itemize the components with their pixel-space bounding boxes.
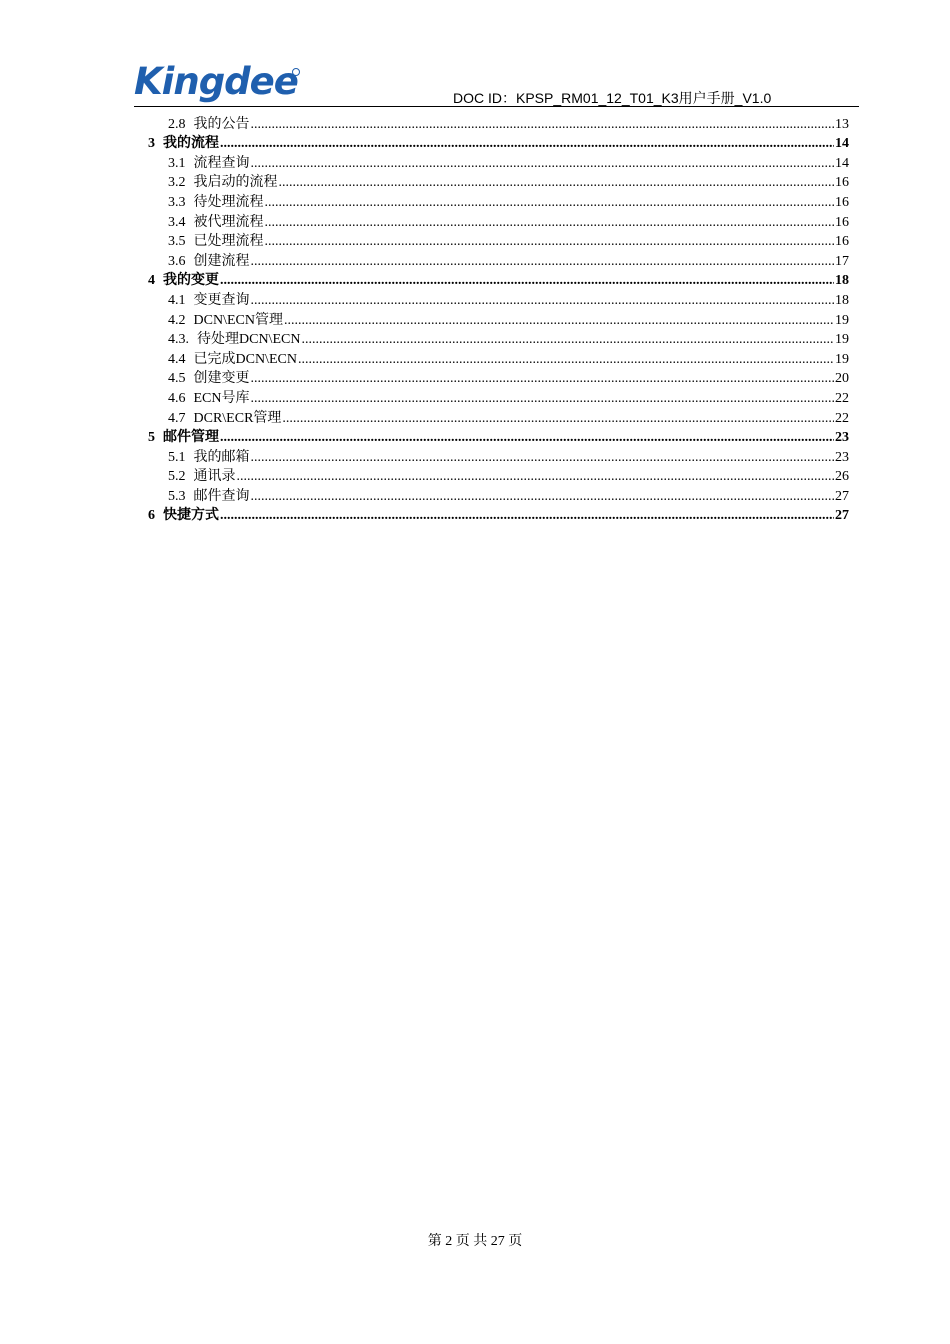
toc-dot-leader bbox=[220, 429, 834, 446]
toc-entry[interactable] bbox=[140, 485, 849, 505]
toc-entry-page: 18 bbox=[835, 292, 849, 308]
toc-entry[interactable] bbox=[140, 172, 849, 192]
toc-entry-title: ECN号库 bbox=[193, 390, 250, 406]
toc-dot-leader bbox=[251, 292, 835, 309]
toc-entry[interactable] bbox=[140, 191, 849, 211]
toc-dot-leader bbox=[251, 116, 835, 133]
toc-dot-leader bbox=[298, 351, 834, 368]
toc-entry-number: 5 bbox=[148, 430, 155, 446]
toc-entry-page: 26 bbox=[835, 469, 849, 485]
toc-entry-title: 创建变更 bbox=[193, 371, 250, 387]
toc-entry[interactable] bbox=[140, 309, 849, 329]
toc-entry-number: 3.2 bbox=[168, 175, 186, 191]
toc-entry-number: 5.1 bbox=[168, 449, 186, 465]
toc-dot-leader bbox=[282, 410, 834, 427]
toc-dot-leader bbox=[251, 390, 835, 407]
toc-entry-title: 邮件管理 bbox=[163, 430, 219, 446]
toc-entry-number: 3.1 bbox=[168, 155, 186, 171]
toc-entry-title: 被代理流程 bbox=[193, 214, 264, 230]
toc-entry-number: 4.5 bbox=[168, 371, 186, 387]
toc-dot-leader bbox=[220, 135, 834, 152]
doc-id-header: DOC ID：KPSP_RM01_12_T01_K3用户手册_V1.0 bbox=[453, 90, 772, 106]
toc-entry-page: 27 bbox=[835, 508, 849, 524]
toc-entry-title: DCN\ECN管理 bbox=[193, 312, 283, 328]
toc-entry-title: 待处理DCN\ECN bbox=[197, 332, 301, 348]
toc-entry-number: 3.3 bbox=[168, 194, 186, 210]
toc-entry-page: 14 bbox=[835, 136, 849, 152]
toc-entry-number: 2.8 bbox=[168, 116, 186, 132]
toc-entry[interactable] bbox=[140, 152, 849, 172]
toc-entry-page: 16 bbox=[835, 175, 849, 191]
toc-entry-number: 4.2 bbox=[168, 312, 186, 328]
toc-entry-number: 3 bbox=[148, 136, 155, 152]
toc-entry-title: 邮件查询 bbox=[193, 488, 250, 504]
toc-entry-number: 4 bbox=[148, 273, 155, 289]
toc-entry-number: 5.2 bbox=[168, 469, 186, 485]
toc-entry-page: 19 bbox=[835, 332, 849, 348]
toc-entry-page: 19 bbox=[835, 312, 849, 328]
toc-entry-page: 19 bbox=[835, 351, 849, 367]
toc-dot-leader bbox=[251, 253, 835, 270]
toc-dot-leader bbox=[251, 370, 835, 387]
toc-entry-page: 20 bbox=[835, 371, 849, 387]
toc-entry-page: 13 bbox=[835, 116, 849, 132]
toc-entry-page: 22 bbox=[835, 410, 849, 426]
toc-entry-number: 4.1 bbox=[168, 292, 186, 308]
toc-entry-title: 已完成DCN\ECN bbox=[193, 351, 297, 367]
toc-entry-number: 4.4 bbox=[168, 351, 186, 367]
toc-entry-number: 6 bbox=[148, 508, 155, 524]
toc-entry-title: 快捷方式 bbox=[163, 508, 219, 524]
toc-entry[interactable] bbox=[140, 348, 849, 368]
toc-entry[interactable] bbox=[140, 329, 849, 349]
toc-entry-number: 4.6 bbox=[168, 390, 186, 406]
toc-entry[interactable] bbox=[140, 250, 849, 270]
toc-dot-leader bbox=[265, 233, 835, 250]
toc-entry-page: 23 bbox=[835, 430, 849, 446]
toc-entry-page: 18 bbox=[835, 273, 849, 289]
page-footer: 第 2 页 共 27 页 bbox=[427, 1234, 523, 1249]
toc-entry-page: 16 bbox=[835, 214, 849, 230]
toc-entry[interactable] bbox=[140, 427, 849, 447]
toc-entry-number: 3.6 bbox=[168, 253, 186, 269]
toc-entry-page: 23 bbox=[835, 449, 849, 465]
toc-entry-page: 27 bbox=[835, 488, 849, 504]
toc-entry-number: 4.7 bbox=[168, 410, 186, 426]
toc-entry-page: 14 bbox=[835, 155, 849, 171]
toc-entry[interactable] bbox=[140, 466, 849, 486]
toc-entry-title: 待处理流程 bbox=[193, 194, 264, 210]
toc-entry[interactable] bbox=[140, 368, 849, 388]
table-of-contents bbox=[140, 113, 849, 524]
toc-entry[interactable] bbox=[140, 133, 849, 153]
kingdee-logo: Kingdee bbox=[134, 60, 298, 103]
toc-entry[interactable] bbox=[140, 289, 849, 309]
toc-dot-leader bbox=[265, 194, 835, 211]
toc-entry-page: 22 bbox=[835, 390, 849, 406]
toc-dot-leader bbox=[220, 507, 834, 524]
toc-entry-number: 5.3 bbox=[168, 488, 186, 504]
toc-entry-page: 17 bbox=[835, 253, 849, 269]
toc-dot-leader bbox=[284, 312, 834, 329]
toc-entry-title: 我的流程 bbox=[163, 136, 219, 152]
toc-entry-page: 16 bbox=[835, 234, 849, 250]
toc-dot-leader bbox=[251, 449, 835, 466]
toc-entry-title: DCR\ECR管理 bbox=[193, 410, 282, 426]
toc-entry-title: 已处理流程 bbox=[193, 234, 264, 250]
toc-entry-number: 3.5 bbox=[168, 234, 186, 250]
toc-entry-title: 创建流程 bbox=[193, 253, 250, 269]
toc-entry[interactable] bbox=[140, 446, 849, 466]
registered-mark-icon bbox=[292, 68, 300, 76]
toc-entry-number: 4.3. bbox=[168, 332, 189, 348]
header-divider bbox=[134, 106, 859, 107]
toc-entry[interactable] bbox=[140, 113, 849, 133]
toc-entry-title: 我的公告 bbox=[193, 116, 250, 132]
toc-entry-page: 16 bbox=[835, 194, 849, 210]
toc-entry-title: 我的变更 bbox=[163, 273, 219, 289]
toc-dot-leader bbox=[265, 214, 835, 231]
toc-entry[interactable] bbox=[140, 407, 849, 427]
toc-entry-title: 变更查询 bbox=[193, 292, 250, 308]
toc-entry[interactable] bbox=[140, 270, 849, 290]
toc-entry-title: 我启动的流程 bbox=[193, 175, 278, 191]
toc-entry[interactable] bbox=[140, 505, 849, 525]
toc-dot-leader bbox=[220, 272, 834, 289]
toc-entry[interactable] bbox=[140, 387, 849, 407]
toc-dot-leader bbox=[251, 155, 835, 172]
toc-entry-title: 我的邮箱 bbox=[193, 449, 250, 465]
toc-entry-title: 通讯录 bbox=[193, 469, 236, 485]
toc-entry-title: 流程查询 bbox=[193, 155, 250, 171]
toc-dot-leader bbox=[301, 331, 834, 348]
toc-dot-leader bbox=[237, 468, 835, 485]
toc-dot-leader bbox=[251, 488, 835, 505]
toc-entry[interactable] bbox=[140, 231, 849, 251]
toc-entry-number: 3.4 bbox=[168, 214, 186, 230]
toc-dot-leader bbox=[279, 174, 835, 191]
toc-entry[interactable] bbox=[140, 211, 849, 231]
